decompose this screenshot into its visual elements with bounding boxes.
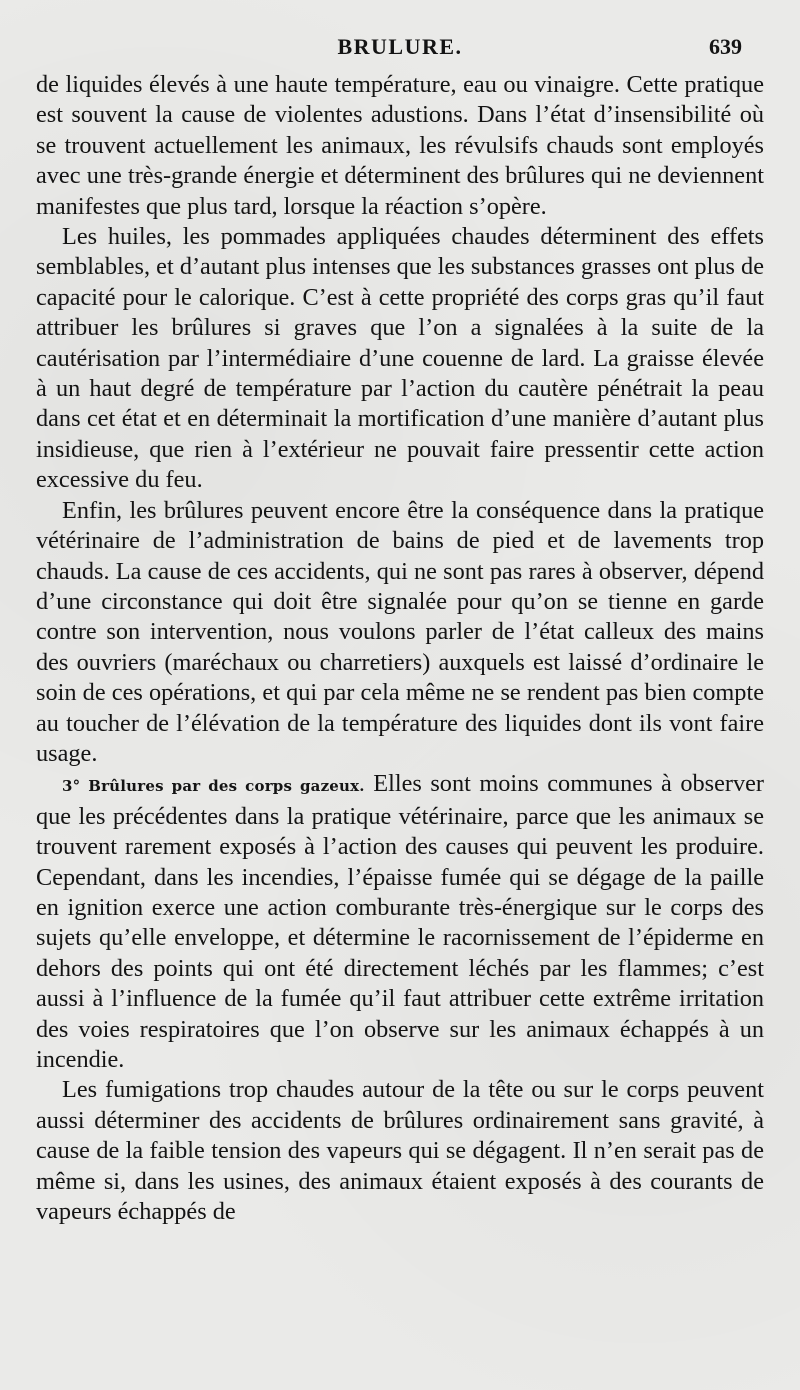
running-head: BRULURE. bbox=[337, 34, 463, 59]
body-text bbox=[36, 70, 764, 1227]
section-label: 3° Brûlures par des corps gazeux. bbox=[62, 777, 365, 796]
paragraph-fumigations: Les fumigations trop chaudes autour de la tête ou sur le corps peuvent aussi déterminer des accidents de brûlures ordinairement sans gravité, à cause de la faible tension des vapeurs qui se dégagent. Il n’en serait pas de même si, dans les usines, des animaux étaient exposés à des courants de vapeurs échappés de bbox=[36, 1076, 764, 1226]
page-number: 639 bbox=[709, 34, 742, 59]
paragraph-corps-gazeux-text: Elles sont moins communes à observer que les précédentes dans la pratique vétérinaire, parce que les animaux se trouvent rarement exposés à l’action des causes qui peuvent les produire. Cependant, dans les incendies, l’épaisse fumée qui se dégage de la paille en ignition exerce une action comburante très-énergique sur le corps des sujets qu’elle enveloppe, et détermine le racornissement de l’épiderme en dehors des points qui ont été directement léchés par les flammes; c’est aussi à l’influence de la fumée qu’il faut attribuer cette extrême irritation des voies respiratoires que l’on observe sur les animaux échappés à un incendie. bbox=[36, 770, 765, 1073]
paragraph-huiles: Les huiles, les pommades appliquées chaudes déterminent des effets semblables, et d’autant plus intenses que les substances grasses ont plus de capacité pour le calorique. C’est à cette propriété des corps gras qu’il faut attribuer les brûlures si graves que l’on a signalées à la suite de la cautérisation par l’intermédiaire d’une couenne de lard. La graisse élevée à un haut degré de température par l’action du cautère pénétrait la peau dans cet état et en déterminait la mortification d’une manière d’autant plus insidieuse, que rien à l’extérieur ne pouvait faire pressentir cette action excessive du feu. bbox=[36, 223, 764, 494]
page-header bbox=[36, 30, 764, 60]
paragraph-continuation: de liquides élevés à une haute température, eau ou vinaigre. Cette pratique est souvent la cause de violentes adustions. Dans l’état d’insensibilité où se trouvent actuellement les animaux, les révulsifs chauds sont employés avec une très-grande énergie et déterminent des brûlures qui ne deviennent manifestes que plus tard, lorsque la réaction s’opère. bbox=[36, 71, 764, 220]
paragraph-enfin: Enfin, les brûlures peuvent encore être la conséquence dans la pratique vétérinaire de l’administration de bains de pied et de lavements trop chauds. La cause de ces accidents, qui ne sont pas rares à observer, dépend d’une circonstance qui doit être signalée pour qu’on se tienne en garde contre son intervention, nous voulons parler de l’état calleux des mains des ouvriers (maréchaux ou charretiers) auxquels est laissé d’ordinaire le soin de ces opérations, et qui par cela même ne se rendent pas bien compte au toucher de l’élévation de la température des liquides dont ils vont faire usage. bbox=[36, 496, 764, 767]
paragraph-corps-gazeux bbox=[36, 769, 764, 1075]
